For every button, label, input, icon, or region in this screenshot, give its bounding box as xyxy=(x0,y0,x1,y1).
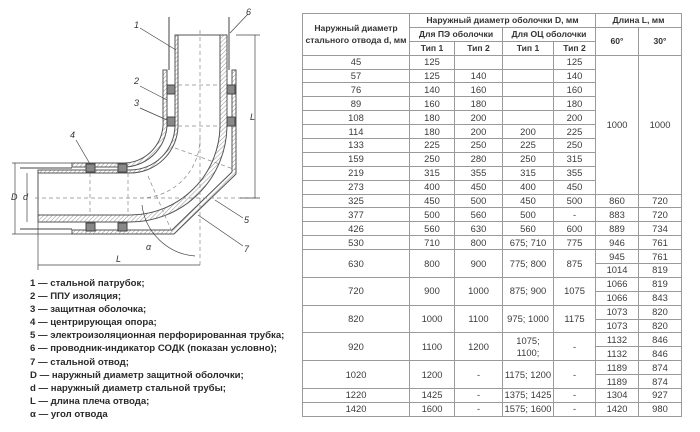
cell-pe1: 160 xyxy=(410,97,455,111)
cell-d: 159 xyxy=(303,152,410,166)
cell-pe2: 450 xyxy=(455,180,503,194)
header-casing-diameter: Наружный диаметр оболочки D, мм xyxy=(410,14,596,28)
callout-6: 6 xyxy=(246,7,252,17)
cell-pe1: 315 xyxy=(410,166,455,180)
dimension-L-vertical: L xyxy=(250,112,256,122)
drawing-legend xyxy=(30,277,284,421)
cell-d: 1020 xyxy=(303,361,410,389)
legend-item: 5 — электроизоляционная перфорированная трубка; xyxy=(30,330,285,342)
cell-d: 219 xyxy=(303,166,410,180)
cell-pe1: 1000 xyxy=(410,305,455,333)
cell-oc2: 355 xyxy=(554,166,596,180)
cell-l30: 761 xyxy=(639,250,682,264)
cell-l30: 843 xyxy=(639,291,682,305)
cell-d: 273 xyxy=(303,180,410,194)
legend-item: L — длина плеча отвода; xyxy=(30,395,150,407)
cell-oc1: 225 xyxy=(503,139,554,153)
legend-item: α — угол отвода xyxy=(30,408,108,420)
cell-pe2: 1100 xyxy=(455,305,503,333)
cell-pe1: 1100 xyxy=(410,333,455,361)
cell-pe2: 630 xyxy=(455,222,503,236)
cell-oc2: 875 xyxy=(554,250,596,278)
cell-pe2: 140 xyxy=(455,69,503,83)
cell-l30: 820 xyxy=(639,305,682,319)
cell-l30: 846 xyxy=(639,347,682,361)
callout-7: 7 xyxy=(244,244,250,254)
cell-pe2: 250 xyxy=(455,139,503,153)
legend-item: 6 — проводник-индикатор СОДК (показан условно); xyxy=(30,343,277,355)
cell-oc1 xyxy=(503,83,554,97)
cell-d: 325 xyxy=(303,194,410,208)
table-row xyxy=(303,55,682,69)
cell-oc1: 675; 710 xyxy=(503,236,554,250)
cell-l30: 819 xyxy=(639,264,682,278)
table-row xyxy=(303,389,682,403)
cell-d: 89 xyxy=(303,97,410,111)
cell-l60: 1304 xyxy=(596,389,639,403)
dimension-d: d xyxy=(23,192,29,202)
pipe-elbow-drawing xyxy=(0,0,300,272)
cell-oc1: 315 xyxy=(503,166,554,180)
header-pe-casing: Для ПЭ оболочки xyxy=(410,27,503,41)
cell-oc2: 160 xyxy=(554,83,596,97)
cell-oc2: 600 xyxy=(554,222,596,236)
cell-l30: 927 xyxy=(639,389,682,403)
cell-l30: 720 xyxy=(639,194,682,208)
cell-l30: 820 xyxy=(639,319,682,333)
legend-item: D — наружный диаметр защитной оболочки; xyxy=(30,369,244,381)
cell-pe1: 1600 xyxy=(410,402,455,416)
cell-l60: 860 xyxy=(596,194,639,208)
steel-pipe xyxy=(38,35,178,173)
cell-l30: 720 xyxy=(639,208,682,222)
cell-pe2: - xyxy=(455,361,503,389)
cell-oc1: 1375; 1425 xyxy=(503,389,554,403)
cell-oc2: - xyxy=(554,333,596,361)
cell-oc2: 125 xyxy=(554,55,596,69)
table-row xyxy=(303,208,682,222)
table-row xyxy=(303,333,682,347)
cell-pe2: 500 xyxy=(455,194,503,208)
cell-pe2: 1200 xyxy=(455,333,503,361)
cell-pe2: 160 xyxy=(455,83,503,97)
cell-oc1 xyxy=(503,69,554,83)
cell-oc2: - xyxy=(554,208,596,222)
callout-2: 2 xyxy=(134,76,140,86)
cell-d: 377 xyxy=(303,208,410,222)
cell-pe2: 200 xyxy=(455,111,503,125)
cell-oc1: 975; 1000 xyxy=(503,305,554,333)
cell-oc2: 140 xyxy=(554,69,596,83)
table-row xyxy=(303,222,682,236)
legend-item: 1 — стальной патрубок; xyxy=(30,278,145,289)
cell-d: 530 xyxy=(303,236,410,250)
table-row xyxy=(303,236,682,250)
callout-3: 3 xyxy=(134,98,140,108)
dimension-alpha: α xyxy=(146,242,152,252)
callout-5: 5 xyxy=(244,215,250,225)
cell-oc1: 1175; 1200 xyxy=(503,361,554,389)
protective-casing xyxy=(72,70,167,167)
cell-l60: 1132 xyxy=(596,347,639,361)
cell-oc1: 200 xyxy=(503,125,554,139)
cell-pe2: 560 xyxy=(455,208,503,222)
cell-l30: 846 xyxy=(639,333,682,347)
cell-l60: 946 xyxy=(596,236,639,250)
cell-pe2: 355 xyxy=(455,166,503,180)
cell-pe2: 900 xyxy=(455,250,503,278)
cell-d: 133 xyxy=(303,139,410,153)
cell-oc1: 400 xyxy=(503,180,554,194)
cell-pe1: 800 xyxy=(410,250,455,278)
header-angle-30: 30° xyxy=(639,27,682,55)
cell-pe1: 1425 xyxy=(410,389,455,403)
cell-pe2: 280 xyxy=(455,152,503,166)
table-row xyxy=(303,250,682,264)
cell-pe2 xyxy=(455,55,503,69)
dimensions-table xyxy=(302,13,682,417)
cell-pe1: 450 xyxy=(410,194,455,208)
cell-oc1 xyxy=(503,97,554,111)
table-row xyxy=(303,194,682,208)
steel-pipe-outer xyxy=(38,35,227,222)
cell-pe2: - xyxy=(455,389,503,403)
cell-l60: 1132 xyxy=(596,333,639,347)
cell-l60: 1073 xyxy=(596,305,639,319)
cell-oc2: - xyxy=(554,402,596,416)
cell-l30: 819 xyxy=(639,277,682,291)
cell-l60: 1073 xyxy=(596,319,639,333)
cell-l30: 874 xyxy=(639,361,682,375)
cell-pe1: 250 xyxy=(410,152,455,166)
cell-l60: 1000 xyxy=(596,55,639,194)
cell-pe1: 125 xyxy=(410,69,455,83)
table-row xyxy=(303,402,682,416)
header-oc-casing: Для ОЦ оболочки xyxy=(503,27,596,41)
cell-oc1 xyxy=(503,111,554,125)
cell-pe1: 400 xyxy=(410,180,455,194)
cell-l60: 945 xyxy=(596,250,639,264)
cell-oc1: 1075; 1100; xyxy=(503,333,554,361)
cell-oc2: 225 xyxy=(554,125,596,139)
cell-l60: 883 xyxy=(596,208,639,222)
cell-pe1: 180 xyxy=(410,111,455,125)
header-pe-type2: Тип 2 xyxy=(455,41,503,55)
cell-d: 45 xyxy=(303,55,410,69)
cell-l30: 1000 xyxy=(639,55,682,194)
header-oc-type1: Тип 1 xyxy=(503,41,554,55)
header-steel-diameter: Наружный диаметр стального отвода d, мм xyxy=(303,14,410,56)
cell-pe1: 180 xyxy=(410,125,455,139)
legend-item: 7 — стальной отвод; xyxy=(30,356,129,368)
cell-l60: 1189 xyxy=(596,361,639,375)
cell-pe2: - xyxy=(455,402,503,416)
legend-item: d — наружный диаметр стальной трубы; xyxy=(30,382,226,394)
cell-l30: 734 xyxy=(639,222,682,236)
table-row xyxy=(303,361,682,375)
cell-d: 1420 xyxy=(303,402,410,416)
cell-d: 1220 xyxy=(303,389,410,403)
cell-l60: 889 xyxy=(596,222,639,236)
cell-oc2: 200 xyxy=(554,111,596,125)
cell-oc2: 250 xyxy=(554,139,596,153)
cell-pe1: 1200 xyxy=(410,361,455,389)
cell-d: 630 xyxy=(303,250,410,278)
cell-oc1: 250 xyxy=(503,152,554,166)
cell-oc2: 180 xyxy=(554,97,596,111)
cell-pe2: 1000 xyxy=(455,277,503,305)
cell-d: 108 xyxy=(303,111,410,125)
cell-oc2: - xyxy=(554,361,596,389)
cell-pe1: 900 xyxy=(410,277,455,305)
cell-oc1: 500 xyxy=(503,208,554,222)
cell-oc1: 1575; 1600 xyxy=(503,402,554,416)
cell-pe1: 500 xyxy=(410,208,455,222)
cell-d: 76 xyxy=(303,83,410,97)
cell-oc2: 500 xyxy=(554,194,596,208)
header-angle-60: 60° xyxy=(596,27,639,55)
cell-pe1: 710 xyxy=(410,236,455,250)
callout-4: 4 xyxy=(70,130,76,140)
cell-oc2: 1175 xyxy=(554,305,596,333)
cell-oc2: 1075 xyxy=(554,277,596,305)
cell-pe2: 200 xyxy=(455,125,503,139)
cell-pe1: 225 xyxy=(410,139,455,153)
cell-oc1: 560 xyxy=(503,222,554,236)
cell-oc2: 450 xyxy=(554,180,596,194)
cell-pe1: 560 xyxy=(410,222,455,236)
cell-l30: 980 xyxy=(639,402,682,416)
table-row xyxy=(303,305,682,319)
cell-pe2: 800 xyxy=(455,236,503,250)
cell-pe1: 140 xyxy=(410,83,455,97)
cell-l60: 1066 xyxy=(596,291,639,305)
cell-pe2: 180 xyxy=(455,97,503,111)
dimension-D: D xyxy=(11,192,18,202)
cell-d: 57 xyxy=(303,69,410,83)
cell-oc2: 315 xyxy=(554,152,596,166)
legend-item: 2 — ППУ изоляция; xyxy=(30,291,122,303)
cell-d: 720 xyxy=(303,277,410,305)
cell-oc1: 450 xyxy=(503,194,554,208)
cell-d: 820 xyxy=(303,305,410,333)
cell-l60: 1014 xyxy=(596,264,639,278)
header-oc-type2: Тип 2 xyxy=(554,41,596,55)
cell-l60: 1420 xyxy=(596,402,639,416)
cell-l60: 1189 xyxy=(596,375,639,389)
cell-oc1: 875; 900 xyxy=(503,277,554,305)
callout-1: 1 xyxy=(134,20,140,30)
cell-l30: 761 xyxy=(639,236,682,250)
legend-item: 4 — центрирующая опора; xyxy=(30,317,157,329)
cell-l30: 874 xyxy=(639,375,682,389)
header-length: Длина L, мм xyxy=(596,14,682,28)
legend-item: 3 — защитная оболочка; xyxy=(30,304,147,316)
cell-oc1 xyxy=(503,55,554,69)
cell-d: 114 xyxy=(303,125,410,139)
cell-pe1: 125 xyxy=(410,55,455,69)
cell-oc2: 775 xyxy=(554,236,596,250)
table-row xyxy=(303,277,682,291)
cell-oc1: 775; 800 xyxy=(503,250,554,278)
cell-d: 426 xyxy=(303,222,410,236)
cell-d: 920 xyxy=(303,333,410,361)
cell-l60: 1066 xyxy=(596,277,639,291)
header-pe-type1: Тип 1 xyxy=(410,41,455,55)
cell-oc2: - xyxy=(554,389,596,403)
dimension-L-horizontal: L xyxy=(116,254,122,264)
